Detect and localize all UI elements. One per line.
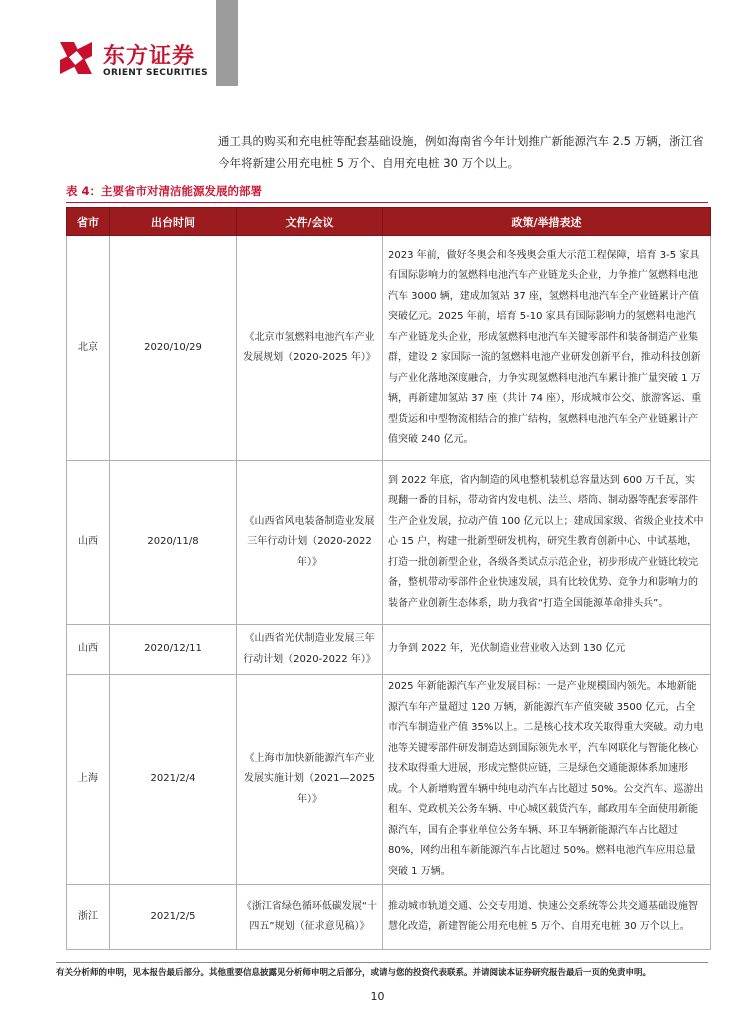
cell-document: 《北京市氢燃料电池汽车产业发展规划（2020-2025 年）》: [237, 236, 383, 461]
cell-document: 《山西省风电装备制造业发展三年行动计划（2020-2022 年）》: [237, 461, 383, 625]
header-document: 文件/会议: [237, 208, 383, 236]
page-number: 10: [370, 990, 385, 1003]
orient-logo-icon: [56, 38, 96, 78]
cell-province: 北京: [67, 236, 110, 461]
header-date: 出台时间: [110, 208, 237, 236]
cell-date: 2021/2/4: [110, 675, 237, 885]
table-row: [67, 625, 711, 675]
cell-document: 《上海市加快新能源汽车产业发展实施计划（2021—2025 年）》: [237, 675, 383, 885]
policy-table: [66, 207, 711, 950]
cell-date: 2020/12/11: [110, 625, 237, 675]
table-row: [67, 461, 711, 625]
cell-policy: 2025 年新能源汽车产业发展目标：一是产业规模国内领先。本地新能源汽车年产量超过 120 万辆，新能源汽车产值突破 3500 亿元，占全市汽车制造业产值 35%以上。二是核心技术攻关取得重大突破。动力电池等关键零部件研发制造达到国际领先水平，汽车网联化与智能化核心技术取得重大进展，形成完整供应链，三是绿色交通能源体系加速形成。个人新增购置车辆中纯电动汽车占比超过 50%。公交汽车、巡游出租车、党政机关公务车辆、中心城区载货汽车，邮政用车全面使用新能源汽车，国有企事业单位公务车辆、环卫车辆新能源汽车占比超过 80%，网约出租车新能源汽车占比超过 50%。燃料电池汽车应用总量突破 1 万辆。: [383, 675, 711, 885]
cell-policy: 2023 年前，做好冬奥会和冬残奥会重大示范工程保障，培育 3-5 家具有国际影响力的氢燃料电池汽车产业链龙头企业，力争推广氢燃料电池汽车 3000 辆，建成加氢站 37 座，氢燃料电池汽车全产业链累计产值突破亿元。2025 年前，培育 5-10 家具有国际影响力的氢燃料电池汽车产业链龙头企业，形成氢燃料电池汽车关键零部件和装备制造产业集群，建设 2 家国际一流的氢燃料电池产业研发创新平台，推动科技创新与产业化落地深度融合，力争实现氢燃料电池汽车累计推广量突破 1 万辆，再新建加氢站 37 座（共计 74 座），形成城市公交、旅游客运、重型货运和中型物流相结合的推广结构，氢燃料电池汽车全产业链累计产值突破 240 亿元。: [383, 236, 711, 461]
cell-date: 2021/2/5: [110, 885, 237, 950]
logo-english-name: ORIENT SECURITIES: [103, 68, 208, 78]
header-province: 省市: [67, 208, 110, 236]
cell-province: 山西: [67, 461, 110, 625]
cell-policy: 到 2022 年底，省内制造的风电整机装机总容量达到 600 万千瓦，实现翻一番的目标，带动省内发电机、法兰、塔筒、制动器等配套零部件生产企业发展，拉动产值 100 亿元以上；建成国家级、省级企业技术中心 15 户，构建一批新型研发机构，研究生教育创新中心、中试基地，打造一批创新型企业，各级各类试点示范企业，初步形成产业链比较完备，整机带动零部件企业快速发展，具有比较优势、竞争力和影响力的装备产业创新生态体系，助力我省“打造全国能源革命排头兵”。: [383, 461, 711, 625]
cell-policy: 力争到 2022 年，光伏制造业营业收入达到 130 亿元: [383, 625, 711, 675]
table-caption: 表 4：主要省市对清洁能源发展的部署: [66, 183, 708, 203]
company-logo: [56, 38, 226, 86]
cell-document: 《浙江省绿色循环低碳发展“十四五”规划（征求意见稿）》: [237, 885, 383, 950]
table-row: [67, 236, 711, 461]
intro-paragraph: 通工具的购买和充电桩等配套基础设施，例如海南省今年计划推广新能源汽车 2.5 万辆，浙江省今年将新建公用充电桩 5 万个、自用充电桩 30 万个以上。: [218, 134, 704, 170]
cell-date: 2020/11/8: [110, 461, 237, 625]
cell-province: 山西: [67, 625, 110, 675]
footer-divider: [56, 962, 708, 963]
cell-policy: 推动城市轨道交通、公交专用道、快速公交系统等公共交通基础设施智慧化改造，新建智能公用充电桩 5 万个、自用充电桩 30 万个以上。: [383, 885, 711, 950]
header-policy: 政策/举措表述: [383, 208, 711, 236]
table-row: [67, 675, 711, 885]
cell-document: 《山西省光伏制造业发展三年行动计划（2020-2022 年）》: [237, 625, 383, 675]
footer-disclaimer: 有关分析师的申明，见本报告最后部分。其他重要信息披露见分析师申明之后部分，或请与您的投资代表联系。并请阅读本证券研究报告最后一页的免责申明。: [56, 968, 652, 978]
table-header-row: [67, 208, 711, 236]
cell-province: 上海: [67, 675, 110, 885]
cell-date: 2020/10/29: [110, 236, 237, 461]
cell-province: 浙江: [67, 885, 110, 950]
logo-chinese-name: 东方证券: [103, 44, 196, 69]
table-row: [67, 885, 711, 950]
